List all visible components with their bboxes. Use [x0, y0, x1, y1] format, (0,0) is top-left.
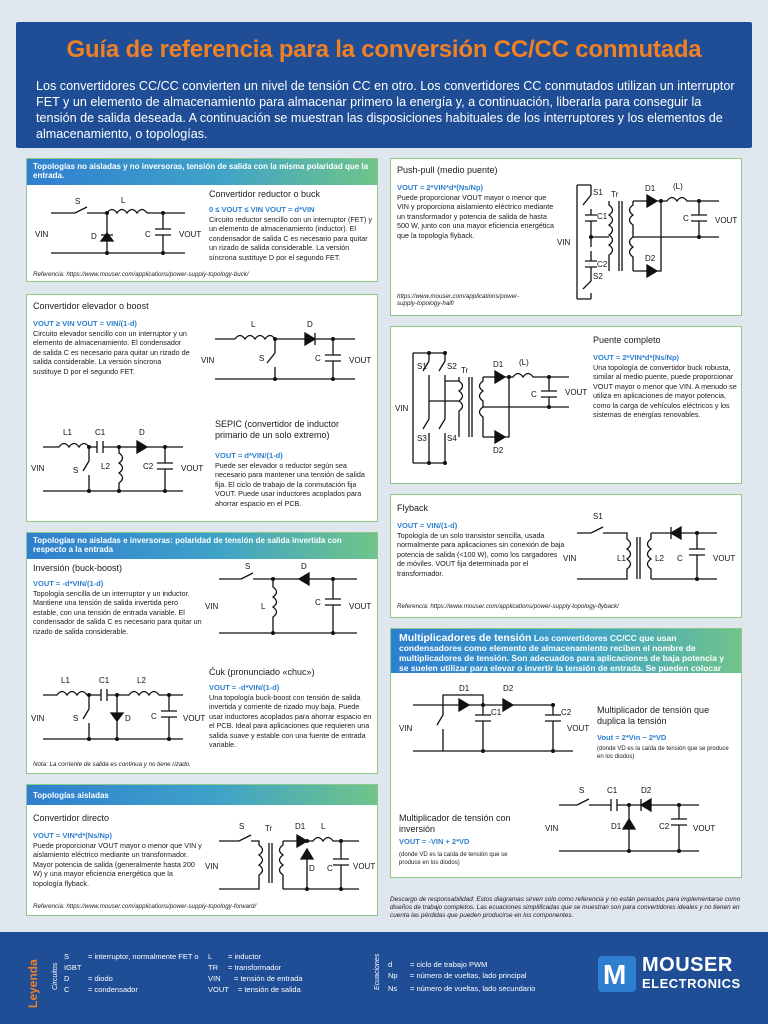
- pushpull-label-vin: VIN: [557, 238, 571, 247]
- legend-sym-ns: Ns: [388, 984, 398, 993]
- mouser-logo-mark-icon: [598, 956, 636, 992]
- legend-sym-vout: VOUT: [208, 985, 229, 994]
- inverting-description: Topología sencilla de un interruptor y un inductor. Mantiene una tensión de salida invertida pero estable, con una tensión de entrada variable. El condensador de salida C es necesario para quitar un rizado de salida considerable.: [33, 589, 202, 636]
- legend-def-d-duty: = ciclo de trabajo PWM: [410, 960, 488, 969]
- panel-boost-sepic: [26, 294, 378, 522]
- forward-label-s: S: [239, 822, 245, 831]
- doubler-note: (donde VD es la caída de tensión que se produce en los diodos): [597, 746, 729, 760]
- legend-def-ns: = número de vueltas, lado secundario: [410, 984, 536, 993]
- inverting-equation: VOUT = -d*VIN/(1-d): [33, 579, 104, 588]
- disclaimer-text: Descargo de responsabilidad: Estos diagramas sirven solo como referencia y no están pensados para implementarse como diseños de trabajo completos. Las ecuaciones simplificadas que se muestran son para convertidores ideales y no tienen en cuenta las pérdidas que pueden producirse en los componentes.: [390, 896, 741, 919]
- fullbridge-equation: VOUT = 2*VIN*d*(Ns/Np): [593, 353, 680, 362]
- pushpull-title: Push-pull (medio puente): [397, 165, 498, 175]
- legend-equations-label: Ecuaciones: [374, 953, 381, 990]
- forward-label-l: L: [321, 822, 326, 831]
- flyback-equation: VOUT = VIN/(1-d): [397, 521, 458, 530]
- legend-def-np: = número de vueltas, lado principal: [410, 971, 527, 980]
- sepic-label-vout: VOUT: [181, 464, 204, 473]
- sepic-label-d: D: [139, 428, 145, 437]
- forward-label-tr: Tr: [265, 824, 273, 833]
- sepic-label-vin: VIN: [31, 464, 45, 473]
- legend-def-vout: = tensión de salida: [238, 985, 301, 994]
- panel-pushpull: [390, 158, 742, 316]
- boost-label-vout: VOUT: [349, 356, 372, 365]
- panel-fullbridge: [390, 326, 742, 484]
- sepic-label-l1: L1: [63, 428, 72, 437]
- section-band-multipliers: [391, 629, 741, 683]
- inverter-note: (donde VD es la caída de tensión que se produce en los diodos): [399, 852, 508, 866]
- panel-buck: [26, 158, 378, 282]
- pushpull-label-d2: D2: [645, 254, 656, 263]
- legend-sym-tr: TR: [208, 963, 218, 972]
- intro-text: Los convertidores CC/CC convierten un nivel de tensión CC en otro. Los convertidores CC conmutados utilizan un interruptor FET y un elemento de almacenamiento para almacenar primero la energía y, a continuación, liberarla para conseguir la tensión de salida deseada. A continuación se muestran las disposiciones habituales de los interruptores y los elementos de almacenamiento, o topologías.: [36, 79, 735, 141]
- forward-label-d: D: [309, 864, 315, 873]
- panel-inverting: [26, 532, 378, 774]
- sepic-label-l2: L2: [101, 462, 110, 471]
- multipliers-band-title: Multiplicadores de tensión: [399, 632, 532, 644]
- legend-def-s: = interruptor, normalmente FET o: [88, 952, 199, 961]
- legend-sym-d: D: [64, 974, 70, 983]
- inverting-label-s: S: [245, 562, 251, 571]
- inverter-label-d1: D1: [611, 822, 622, 831]
- buck-label-vout: VOUT: [179, 230, 202, 239]
- cuk-schematic: [33, 673, 209, 753]
- pushpull-label-s1: S1: [593, 188, 603, 197]
- doubler-label-d1: D1: [459, 684, 470, 693]
- inverting-schematic: [205, 562, 375, 643]
- buck-label-s: S: [75, 197, 81, 206]
- forward-label-vout: VOUT: [353, 862, 376, 871]
- sepic-label-c2: C2: [143, 462, 154, 471]
- logo-line2: ELECTRONICS: [642, 976, 741, 991]
- flyback-label-l1: L1: [617, 554, 626, 563]
- legend-sym-vin: VIN: [208, 974, 221, 983]
- cuk-note: Nota: La corriente de salida es continua y no tiene rizado.: [33, 761, 191, 768]
- doubler-equation: Vout = 2*Vin − 2*VD: [597, 733, 667, 742]
- inverting-label-d: D: [301, 562, 307, 571]
- legend-sym-np: Np: [388, 971, 398, 980]
- fullbridge-label-s2: S2: [447, 362, 457, 371]
- forward-description: Puede proporcionar VOUT mayor o menor que VIN y aislamiento eléctrico mediante un transformador. Mayor potencia de salida (generalmente hasta 200 W) y una mayor eficiencia energética que la topología flyback.: [33, 841, 202, 888]
- legend-def-c: = condensador: [88, 985, 138, 994]
- pushpull-label-d1: D1: [645, 184, 656, 193]
- boost-schematic: [201, 313, 373, 389]
- fullbridge-label-vout: VOUT: [565, 388, 588, 397]
- inverting-label-vin: VIN: [205, 602, 219, 611]
- cuk-label-d: D: [125, 714, 131, 723]
- legend-def-vin: = tensión de entrada: [234, 974, 303, 983]
- boost-label-c: C: [315, 354, 321, 363]
- legend-sym-s: S: [64, 952, 70, 961]
- boost-label-l: L: [251, 320, 256, 329]
- flyback-label-c: C: [677, 554, 683, 563]
- multipliers-band-text: Los convertidores CC/CC que usan condensadores como elemento de almacenamiento reciben el nombre de multiplicadores de tensión. Son adecuados para aplicaciones de baja potencia y se suelen utilizar para elevar o invertir la tensión de entrada. Se pueden colocar en cascada para obtener múltiplos pares o fracciones.: [399, 633, 724, 683]
- pushpull-label-s2: S2: [593, 272, 603, 281]
- fullbridge-title: Puente completo: [593, 335, 661, 345]
- buck-description: Circuito reductor sencillo con un interruptor (FET) y un elemento de almacenamiento (inductor). El condensador de salida C es necesario para quitar un rizado de salida considerable. La versión síncrona sustituye D por el segundo FET.: [209, 215, 372, 262]
- doubler-label-c2: C2: [561, 708, 572, 717]
- fullbridge-label-s1: S1: [417, 362, 427, 371]
- flyback-label-s1: S1: [593, 512, 603, 521]
- section-band-noninverting: Topologías no aisladas y no inversoras, tensión de salida con la misma polaridad que la entrada.: [27, 159, 377, 185]
- inverting-label-l: L: [261, 602, 266, 611]
- flyback-schematic: [563, 509, 739, 597]
- pushpull-label-ll: (L): [673, 182, 683, 191]
- inverter-label-vout: VOUT: [693, 824, 716, 833]
- sepic-description: Puede ser elevador o reductor según sea necesario para mantener una tensión de salida fija. El ciclo de trabajo de la conmutación fija VOUT. Puede usar inductores acoplados para ahorrar espacio en el PCB.: [215, 461, 365, 508]
- cuk-label-c1: C1: [99, 676, 110, 685]
- fullbridge-label-d2: D2: [493, 446, 504, 455]
- doubler-label-c1: C1: [491, 708, 502, 717]
- boost-label-d: D: [307, 320, 313, 329]
- page-title: Guía de referencia para la conversión CC/CC conmutada: [66, 36, 702, 63]
- fullbridge-label-s4: S4: [447, 434, 457, 443]
- panel-multipliers: [390, 628, 742, 878]
- boost-equation: VOUT ≥ VIN VOUT = VIN/(1-d): [33, 319, 137, 328]
- legend-circuits-label: Circuitos: [52, 962, 59, 990]
- cuk-label-l1: L1: [61, 676, 70, 685]
- fullbridge-label-vin: VIN: [395, 404, 409, 413]
- legend-sym-d-duty: d: [388, 960, 393, 969]
- fullbridge-label-c: C: [531, 390, 537, 399]
- mouser-logo: [598, 952, 748, 998]
- logo-line1: MOUSER: [642, 954, 733, 976]
- doubler-label-vin: VIN: [399, 724, 413, 733]
- sepic-label-s: S: [73, 466, 79, 475]
- inverter-label-vin: VIN: [545, 824, 559, 833]
- flyback-label-vout: VOUT: [713, 554, 736, 563]
- sepic-schematic: [33, 425, 209, 501]
- doubler-label-d2: D2: [503, 684, 514, 693]
- fullbridge-label-s3: S3: [417, 434, 427, 443]
- buck-label-d: D: [91, 232, 97, 241]
- inverting-label-vout: VOUT: [349, 602, 372, 611]
- fullbridge-label-d1: D1: [493, 360, 504, 369]
- legend-sym-igbt: IGBT: [64, 963, 82, 972]
- pushpull-label-tr: Tr: [611, 190, 619, 199]
- inverter-label-d2: D2: [641, 786, 652, 795]
- forward-title: Convertidor directo: [33, 813, 110, 823]
- sepic-label-c1: C1: [95, 428, 106, 437]
- cuk-title: Ćuk (pronunciado «chuc»): [209, 667, 315, 677]
- boost-title: Convertidor elevador o boost: [33, 301, 149, 311]
- pushpull-description: Puede proporcionar VOUT mayor o menor que VIN y proporciona aislamiento eléctrico mediante un transformador y potencia de salida de hasta 500 W, junto con una mayor eficiencia energética que la topología flyback.: [397, 193, 555, 240]
- fullbridge-label-ll: (L): [519, 358, 529, 367]
- cuk-label-l2: L2: [137, 676, 146, 685]
- legend-def-tr: = transformador: [228, 963, 282, 972]
- cuk-label-s: S: [73, 714, 79, 723]
- flyback-label-vin: VIN: [563, 554, 577, 563]
- inverter-label-c1: C1: [607, 786, 618, 795]
- boost-label-s: S: [259, 354, 265, 363]
- forward-equation: VOUT = VIN*d*(Ns/Np): [33, 831, 112, 840]
- legend-def-l: = inductor: [228, 952, 262, 961]
- pushpull-label-c2: C2: [597, 260, 608, 269]
- legend-sym-l: L: [208, 952, 213, 961]
- pushpull-label-c: C: [683, 214, 689, 223]
- inverter-label-s: S: [579, 786, 585, 795]
- sepic-title: SEPIC (convertidor de inductor primario de un solo extremo): [215, 419, 340, 440]
- pushpull-schematic: [557, 171, 739, 313]
- boost-description: Circuito elevador sencillo con un interruptor y un elemento de almacenamiento. El condensador de salida C es necesario para quitar un rizado de salida considerable. La versión síncrona sustituye D por el segundo FET.: [33, 329, 190, 376]
- flyback-title: Flyback: [397, 503, 429, 513]
- legend-sym-c: C: [64, 985, 70, 994]
- boost-label-vin: VIN: [201, 356, 215, 365]
- pushpull-label-c1: C1: [597, 212, 608, 221]
- buck-label-vin: VIN: [35, 230, 49, 239]
- buck-reference: Referencia: https://www.mouser.com/applications/power-supply-topology-buck/: [33, 271, 249, 278]
- doubler-label-vout: VOUT: [567, 724, 590, 733]
- pushpull-equation: VOUT = 2*VIN*d*(Ns/Np): [397, 183, 484, 192]
- header-banner: [16, 22, 752, 148]
- forward-reference: Referencia: https://www.mouser.com/applications/power-supply-topology-forward/: [33, 903, 257, 910]
- legend-def-d: = diodo: [88, 974, 113, 983]
- cuk-description: Una topología buck-boost con tensión de salida invertida y corriente de rizado muy baja. Puede usar inductores acoplados para ahorrar espacio en el PCB. Ideal para aplicaciones que requieren una salida suave y estable con una fuente de entrada variable.: [209, 693, 372, 750]
- inverter-equation: VOUT = -VIN + 2*VD: [399, 837, 470, 846]
- inverter-title: Multiplicador de tensión con inversión: [399, 813, 511, 834]
- fullbridge-description: Una topología de convertidor buck robusta, similar al medio puente, puede proporcionar VOUT mayor o menor que VIN. A menudo se utiliza en aplicaciones de mayor potencia, como la carga de vehículos eléctricos y los sistemas de energías renovables.: [593, 363, 737, 420]
- legend-title: Leyenda: [26, 959, 40, 1008]
- panel-isolated: [26, 784, 378, 916]
- cuk-label-vout: VOUT: [183, 714, 206, 723]
- doubler-title: Multiplicador de tensión que duplica la tensión: [597, 705, 710, 726]
- inverter-schematic: [545, 785, 739, 865]
- inverting-title: Inversión (buck-boost): [33, 563, 123, 573]
- cuk-label-c: C: [151, 712, 157, 721]
- fullbridge-schematic: [395, 341, 589, 475]
- forward-label-d1: D1: [295, 822, 306, 831]
- buck-equation: 0 ≤ VOUT ≤ VIN VOUT = d*VIN: [209, 205, 315, 214]
- doubler-schematic: [399, 684, 593, 765]
- flyback-label-l2: L2: [655, 554, 664, 563]
- buck-label-c: C: [145, 230, 151, 239]
- buck-schematic: [35, 195, 205, 267]
- buck-label-l: L: [121, 196, 126, 205]
- cuk-label-vin: VIN: [31, 714, 45, 723]
- flyback-description: Topología de un solo transistor sencilla, usada normalmente para aplicaciones sin conexión de baja potencia de salida (<100 W), como los cargadores de móviles. VOUT fija determinada por el transformador.: [397, 531, 565, 578]
- buck-title: Convertidor reductor o buck: [209, 189, 321, 199]
- section-band-isolated: Topologías aisladas: [27, 785, 377, 805]
- panel-flyback: [390, 494, 742, 618]
- forward-label-vin: VIN: [205, 862, 219, 871]
- pushpull-label-vout: VOUT: [715, 216, 738, 225]
- inverting-label-c: C: [315, 598, 321, 607]
- cuk-equation: VOUT = -d*VIN/(1-d): [209, 683, 280, 692]
- sepic-equation: VOUT = d*VIN/(1-d): [215, 451, 283, 460]
- pushpull-reference: https://www.mouser.com/applications/power-supply-topology-half/: [397, 293, 520, 307]
- flyback-reference: Referencia: https://www.mouser.com/applications/power-supply-topology-flyback/: [397, 603, 619, 610]
- inverter-label-c2: C2: [659, 822, 670, 831]
- fullbridge-label-tr: Tr: [461, 366, 469, 375]
- forward-schematic: [205, 822, 376, 899]
- forward-label-c: C: [327, 864, 333, 873]
- section-band-inverting: Topologías no aisladas e inversoras: polaridad de tensión de salida invertida con respecto a la entrada: [27, 533, 377, 559]
